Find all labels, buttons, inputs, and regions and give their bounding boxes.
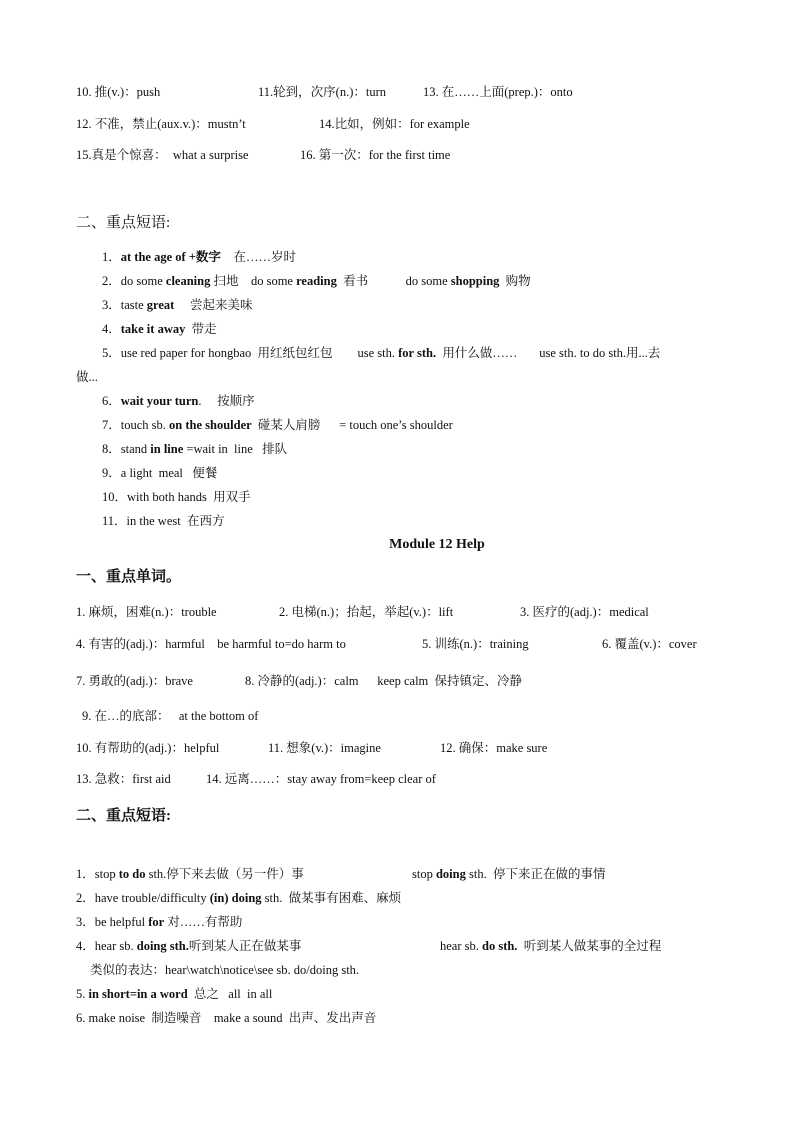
phrase-text: sth. 停下来正在做的事情 — [465, 867, 606, 881]
phrase-line — [102, 249, 296, 265]
phrase-line — [102, 393, 255, 409]
phrase-line — [102, 321, 217, 337]
phrase-bold: in short=in a word — [88, 987, 188, 1001]
vocab-row — [279, 604, 453, 620]
phrase-text: 1．stop — [76, 867, 119, 881]
vocab-item: 1. 麻烦，困难(n.)：trouble — [76, 605, 217, 619]
phrase-line — [76, 866, 304, 882]
vocab-row — [268, 740, 381, 756]
vocab-row — [76, 636, 346, 652]
phrase-bold: doing — [435, 867, 466, 881]
vocab-item: 11. 想象(v.)：imagine — [268, 741, 381, 755]
phrase-bold: in line — [150, 442, 184, 456]
vocab-line-1c — [423, 84, 573, 100]
phrase-bold: (in) doing — [209, 891, 262, 905]
phrase-text: 扫地 do some — [210, 274, 297, 288]
phrase-line — [76, 1010, 376, 1026]
vocab-row — [602, 636, 697, 652]
section-heading-phrases-2 — [76, 808, 171, 824]
phrase-text: 用什么做…… use sth. to do sth.用...去 — [436, 346, 661, 360]
phrase-text: 购物 — [499, 274, 531, 288]
phrase-bold: on the shoulder — [169, 418, 252, 432]
section-heading-text: 二、重点短语: — [76, 808, 171, 824]
phrase-line — [102, 489, 251, 505]
phrase-text: 尝起来美味 — [174, 298, 253, 312]
phrase-num: 5．use red paper for hongbao 用红纸包红包 use sth. — [102, 346, 399, 360]
vocab-row — [82, 708, 258, 724]
phrase-text: 看书 do some — [336, 274, 451, 288]
phrase-bold: at the age of +数字 — [120, 250, 221, 264]
vocab-row — [245, 673, 522, 689]
phrase-num: 1． — [102, 250, 121, 264]
phrase-line — [102, 441, 287, 457]
section-heading-text: 二、重点短语: — [76, 215, 171, 231]
phrase-num: 11． — [102, 514, 127, 528]
phrase-line — [102, 297, 252, 313]
module-title-text: Module 12 Help — [389, 537, 485, 552]
phrase-line — [76, 914, 242, 930]
phrase-text: 总之 all in all — [187, 987, 273, 1001]
phrase-line — [102, 345, 660, 361]
phrase-text: 对……有帮助 — [164, 915, 243, 929]
vocab-item: 8. 冷静的(adj.)：calm keep calm 保持镇定、冷静 — [245, 674, 523, 688]
vocab-line-2 — [76, 116, 246, 132]
vocab-row — [76, 604, 217, 620]
phrase-text: =wait in line 排队 — [183, 442, 288, 456]
phrase-text: 碰某人肩膀 = touch one’s shoulder — [251, 418, 453, 432]
phrase-text: 3．be helpful — [76, 915, 149, 929]
vocab-item: 5. 训练(n.)：training — [422, 637, 529, 651]
phrase-num: 7．touch sb. — [102, 418, 170, 432]
section-heading-phrases — [76, 215, 170, 231]
vocab-row — [76, 740, 219, 756]
phrase-line — [412, 866, 605, 882]
phrase-text: 带走 — [185, 322, 217, 336]
phrase-text: 做... — [76, 370, 98, 384]
phrase-meaning: 在……岁时 — [220, 250, 296, 264]
vocab-item: 14.比如，例如：for example — [319, 117, 470, 131]
vocab-item: 3. 医疗的(adj.)：medical — [520, 605, 649, 619]
vocab-line-1b — [258, 84, 386, 100]
phrase-line — [90, 962, 359, 978]
phrase-text: sth.停下来去做（另一件）事 — [145, 867, 304, 881]
section-heading-words — [76, 569, 181, 585]
phrase-line — [76, 986, 272, 1002]
phrase-bold: take it away — [120, 322, 186, 336]
phrase-line — [102, 417, 453, 433]
vocab-row — [76, 673, 193, 689]
vocab-row — [206, 771, 436, 787]
phrase-num: 10． — [102, 490, 128, 504]
phrase-num: 8．stand — [102, 442, 151, 456]
phrase-text: 类似的表达：hear\watch\notice\see sb. do/doing sth. — [90, 963, 360, 977]
phrase-text: 5. — [76, 987, 89, 1001]
vocab-item: 15.真是个惊喜： what a surprise — [76, 148, 249, 162]
phrase-num: 3．taste — [102, 298, 147, 312]
phrase-bold: for sth. — [398, 346, 437, 360]
phrase-bold: reading — [296, 274, 337, 288]
phrase-text: 4．hear sb. — [76, 939, 137, 953]
phrase-text: 听到某人正在做某事 — [188, 939, 302, 953]
phrase-line — [76, 938, 301, 954]
phrase-bold: to do — [118, 867, 146, 881]
phrase-bold: doing sth. — [136, 939, 189, 953]
vocab-item: 10. 推(v.)：push — [76, 85, 161, 99]
vocab-row — [520, 604, 649, 620]
phrase-bold: for — [148, 915, 165, 929]
phrase-text: sth. 做某事有困难、麻烦 — [261, 891, 402, 905]
vocab-line-1 — [76, 84, 160, 100]
phrase-text: a light meal 便餐 — [120, 466, 218, 480]
phrase-num: 6． — [102, 394, 121, 408]
phrase-text: 听到某人做某事的全过程 — [517, 939, 662, 953]
phrase-line — [440, 938, 661, 954]
vocab-item: 11.轮到，次序(n.)：turn — [258, 85, 386, 99]
vocab-item: 4. 有害的(adj.)：harmful be harmful to=do harm to — [76, 637, 346, 651]
vocab-item: 10. 有帮助的(adj.)：helpful — [76, 741, 220, 755]
phrase-line — [102, 273, 531, 289]
section-heading-text: 一、重点单词。 — [76, 569, 182, 585]
vocab-item: 9. 在…的底部： at the bottom of — [82, 709, 259, 723]
vocab-item: 12. 不准，禁止(aux.v.)：mustn’t — [76, 117, 246, 131]
module-title — [0, 537, 794, 553]
phrase-line-cont — [76, 369, 98, 385]
phrase-bold: do sth. — [482, 939, 518, 953]
phrase-bold: wait your turn — [120, 394, 199, 408]
vocab-row — [422, 636, 529, 652]
vocab-row — [76, 771, 171, 787]
vocab-item: 12. 确保：make sure — [440, 741, 548, 755]
vocab-row — [440, 740, 547, 756]
vocab-item: 7. 勇敢的(adj.)：brave — [76, 674, 193, 688]
vocab-item: 13. 急救：first aid — [76, 772, 171, 786]
phrase-line — [102, 465, 217, 481]
vocab-line-3 — [76, 147, 249, 163]
phrase-num: 2．do some — [102, 274, 166, 288]
phrase-text: with both hands 用双手 — [127, 490, 251, 504]
phrase-num: 4． — [102, 322, 121, 336]
vocab-item: 2. 电梯(n.)；抬起，举起(v.)：lift — [279, 605, 454, 619]
phrase-bold: shopping — [450, 274, 500, 288]
phrase-num: 9． — [102, 466, 121, 480]
phrase-text: hear sb. — [440, 939, 482, 953]
phrase-text: 6. make noise 制造噪音 make a sound 出声、发出声音 — [76, 1011, 377, 1025]
vocab-item: 6. 覆盖(v.)：cover — [602, 637, 697, 651]
phrase-text: in the west 在西方 — [126, 514, 225, 528]
phrase-bold: great — [146, 298, 175, 312]
vocab-line-3b — [300, 147, 450, 163]
phrase-bold: cleaning — [165, 274, 211, 288]
vocab-item: 13. 在……上面(prep.)：onto — [423, 85, 573, 99]
phrase-text: . 按顺序 — [198, 394, 255, 408]
vocab-line-2b — [319, 116, 470, 132]
phrase-line — [102, 513, 224, 529]
phrase-text: stop — [412, 867, 436, 881]
phrase-line — [76, 890, 401, 906]
phrase-text: 2．have trouble/difficulty — [76, 891, 210, 905]
vocab-item: 16. 第一次：for the first time — [300, 148, 451, 162]
vocab-item: 14. 远离……：stay away from=keep clear of — [206, 772, 436, 786]
